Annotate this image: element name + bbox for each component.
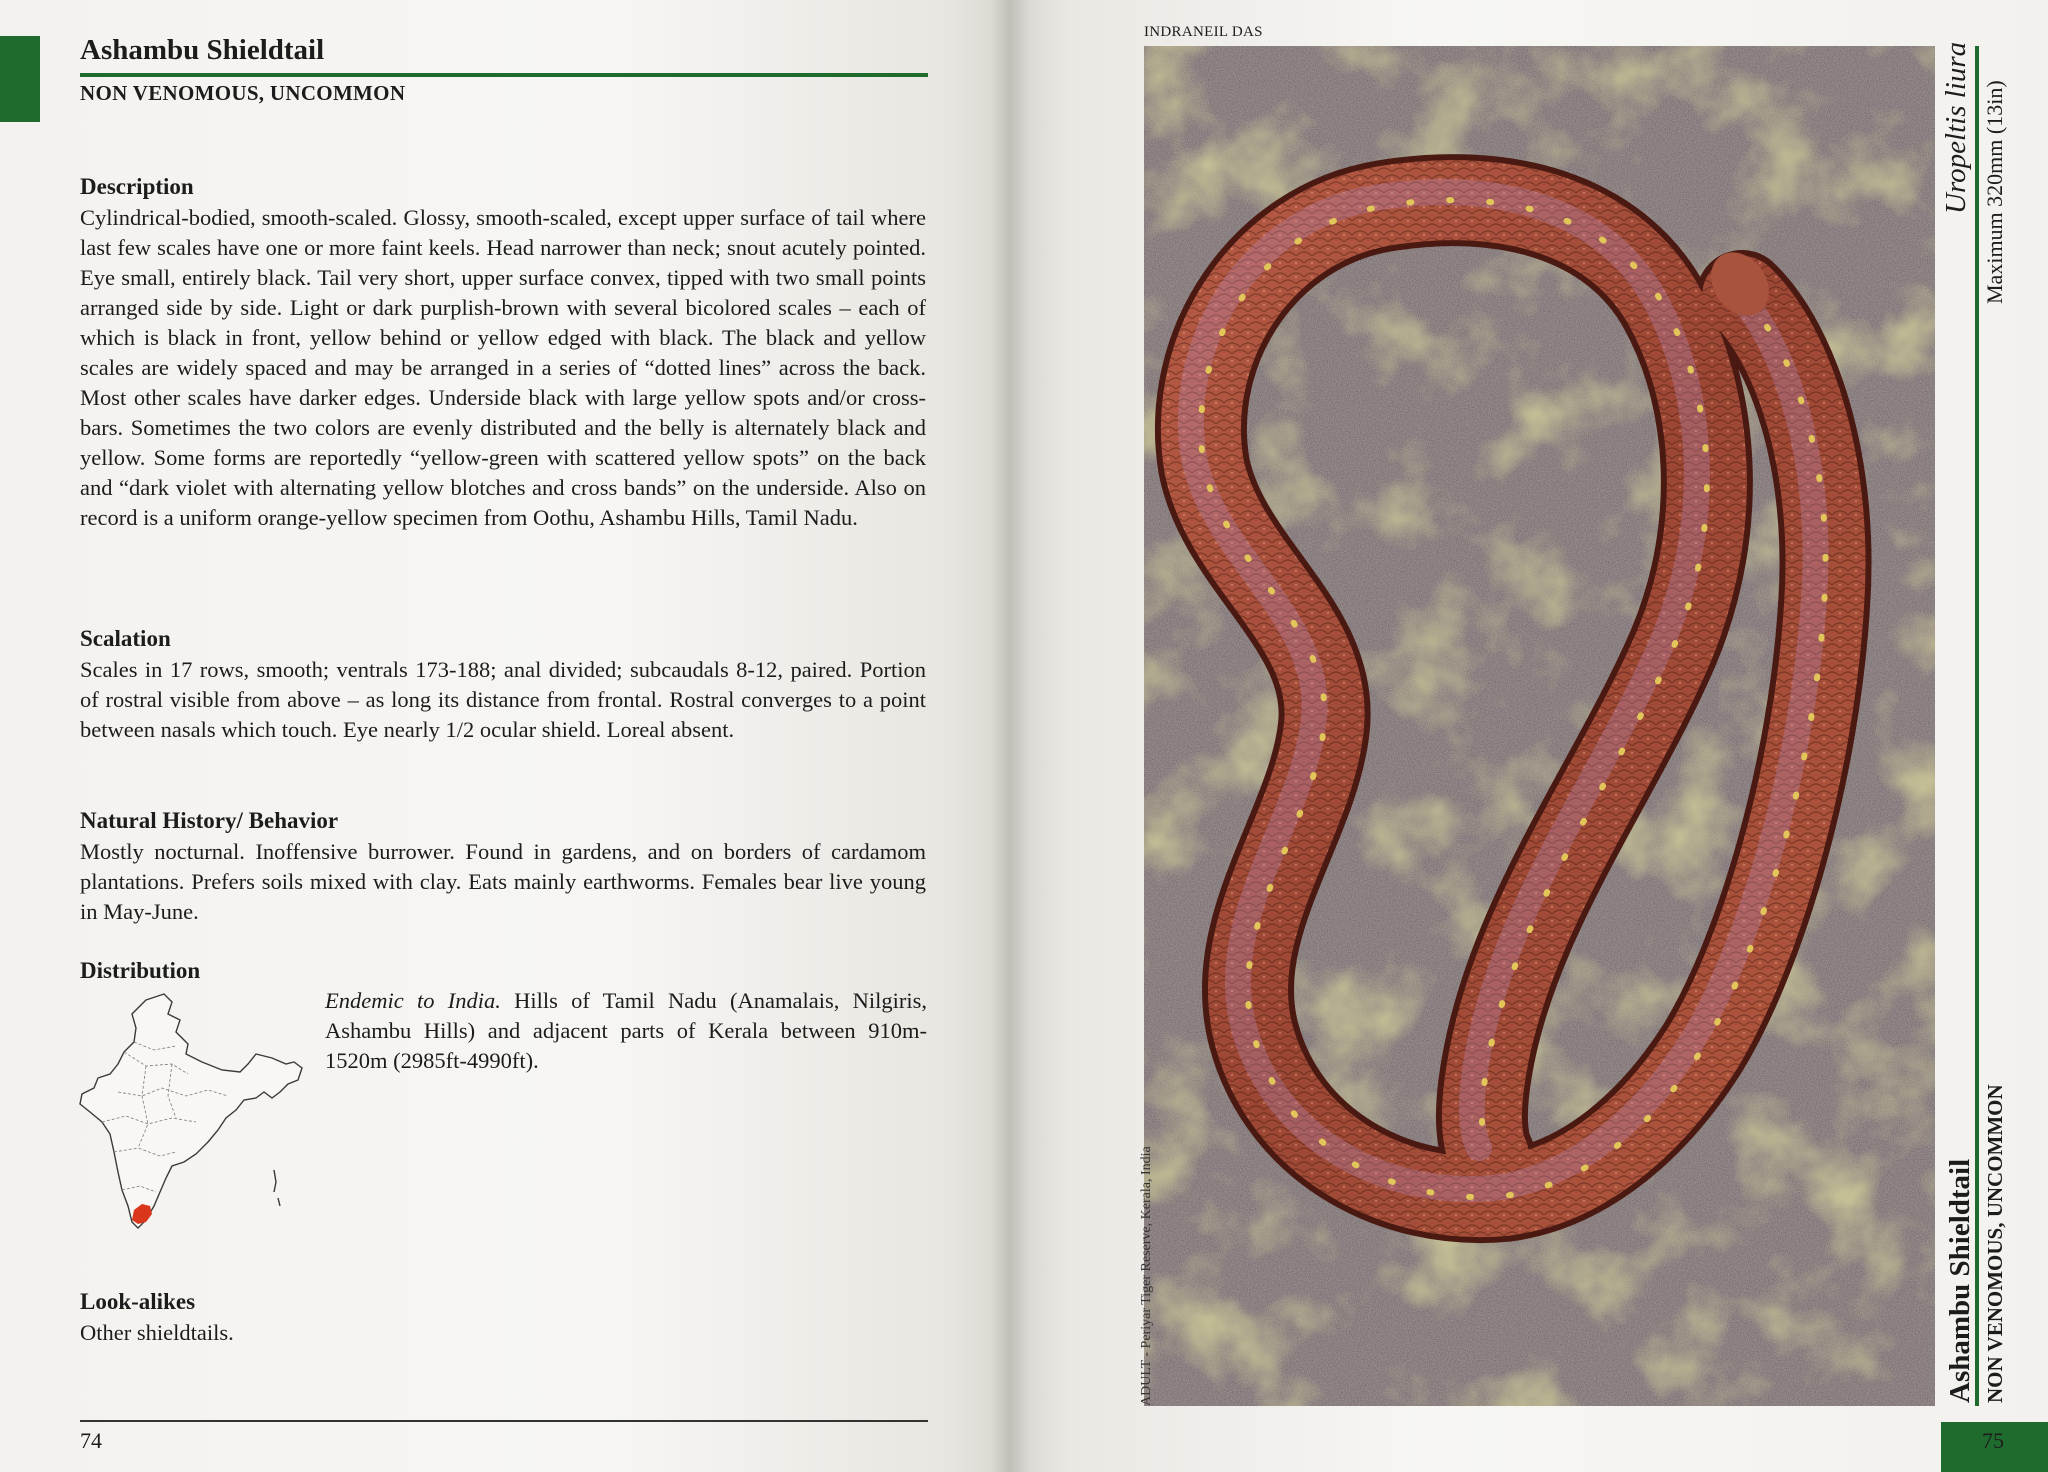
section-scalation bbox=[80, 624, 926, 745]
species-common-name: Ashambu Shieldtail bbox=[80, 34, 325, 66]
distribution-detail: Hills of Tamil Nadu (Anamalais, Nilgiris, Ashambu Hills) and adjacent parts of Kerala between 910m-1520m (2985ft-4990ft). bbox=[325, 988, 927, 1073]
side-status: NON VENOMOUS, UNCOMMON bbox=[1983, 1084, 2007, 1403]
photo-credit: INDRANEIL DAS bbox=[1144, 24, 1263, 40]
section-lookalikes bbox=[80, 1287, 926, 1348]
venom-status: NON VENOMOUS, UNCOMMON bbox=[80, 81, 406, 105]
distribution-text bbox=[325, 986, 927, 1076]
india-outline bbox=[80, 994, 302, 1228]
section-heading: Distribution bbox=[80, 958, 201, 983]
section-heading: Scalation bbox=[80, 626, 171, 651]
section-heading: Natural History/ Behavior bbox=[80, 808, 339, 833]
section-text: Other shieldtails. bbox=[80, 1320, 234, 1345]
section-distribution bbox=[80, 956, 926, 987]
section-natural-history bbox=[80, 806, 926, 927]
side-max-size: Maximum 320mm (13in) bbox=[1982, 80, 2007, 304]
islands bbox=[274, 1170, 280, 1206]
section-description bbox=[80, 172, 926, 533]
side-common-name: Ashambu Shieldtail bbox=[1944, 1158, 1976, 1403]
snake-photo bbox=[1144, 46, 1935, 1406]
section-heading: Look-alikes bbox=[80, 1289, 196, 1314]
endemic-note: Endemic to India. bbox=[325, 988, 501, 1013]
gutter-shadow bbox=[990, 0, 1030, 1472]
side-scientific-name: Uropeltis liura bbox=[1940, 41, 1972, 214]
page-number: 74 bbox=[80, 1428, 102, 1453]
section-text: Mostly nocturnal. Inoffensive burrower. Found in gardens, and on borders of cardamom plantations. Prefers soils mixed with clay. Eats mainly earthworms. Females bear live young in May-June. bbox=[80, 839, 926, 924]
left-page bbox=[0, 0, 1008, 1472]
page-number: 75 bbox=[1982, 1428, 2004, 1453]
photo-caption: ADULT - Periyar Tiger Reserve, Kerala, India bbox=[1139, 1146, 1154, 1406]
footer-rule bbox=[80, 1420, 928, 1422]
section-heading: Description bbox=[80, 174, 194, 199]
header-rule bbox=[80, 73, 928, 77]
section-text: Scales in 17 rows, smooth; ventrals 173-188; anal divided; subcaudals 8-12, paired. Portion of rostral visible from above – as long its distance from frontal. Rostral converges to a point between nasals which touch. Eye nearly 1/2 ocular shield. Loreal absent. bbox=[80, 657, 926, 742]
india-distribution-map bbox=[76, 992, 316, 1254]
section-text: Cylindrical-bodied, smooth-scaled. Glossy, smooth-scaled, except upper surface of tail where last few scales have one or more faint keels. Head narrower than neck; snout acutely pointed. Eye small, entirely black. Tail very short, upper surface convex, tipped with two small points arranged side by side. Light or dark purplish-brown with several bicolored scales – each of which is black in front, yellow behind or yellow edged with black. The black and yellow scales are widely spaced and may be arranged in a series of “dotted lines” across the back. Most other scales have darker edges. Underside black with large yellow spots and/or cross-bars. Sometimes the two colors are evenly distributed and the belly is alternately black and yellow. Some forms are reportedly “yellow-green with scattered yellow spots” on the back and “dark violet with alternating yellow blotches and cross bands” on the underside. Also on record is a uniform orange-yellow specimen from Oothu, Ashambu Hills, Tamil Nadu. bbox=[80, 205, 926, 530]
green-thumb-tab bbox=[0, 36, 40, 122]
